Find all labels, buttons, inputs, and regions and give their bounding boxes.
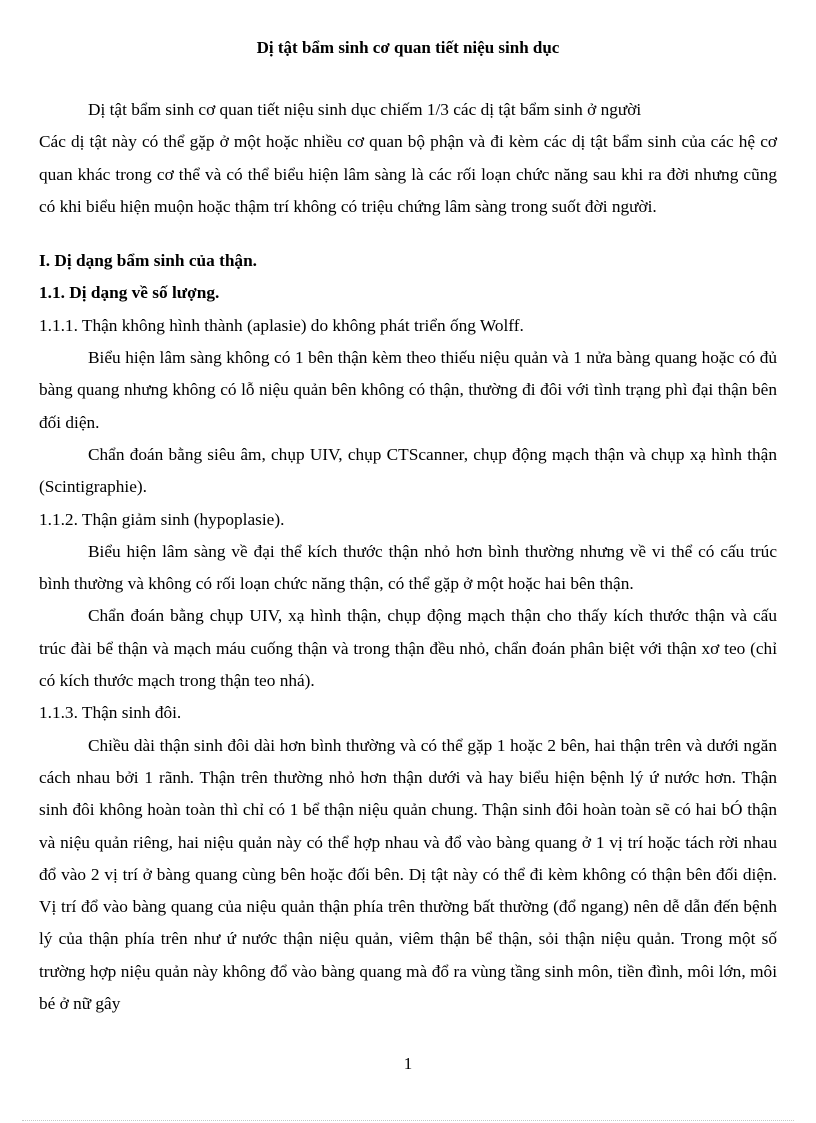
document-title: Dị tật bẩm sinh cơ quan tiết niệu sinh dục	[256, 38, 560, 57]
paragraph-1-1-3-a: Chiều dài thận sinh đôi dài hơn bình thường và có thể gặp 1 hoặc 2 bên, hai thận trên và dưới ngăn cách nhau bởi 1 rãnh. Thận trên thường nhỏ hơn thận dưới và hay biểu hiện bệnh lý ứ nước hơn. Thận sinh đôi không hoàn toàn thì chỉ có 1 bể thận niệu quản chung. Thận sinh đôi hoàn toàn sẽ có hai bÓ thận và niệu quản riêng, hai niệu quản này có thể hợp nhau và đổ vào bàng quang ở 1 vị trí hoặc tách rời nhau đổ vào 2 vị trí ở bàng quang cùng bên hoặc đối bên. Dị tật này có thể đi kèm không có thận bên đối diện. Vị trí đổ vào bàng quang của niệu quản thận phía trên thường bất thường (đổ ngang) nên dễ dẫn đến bệnh lý của thận phía trên như ứ nước thận niệu quản, viêm thận bể thận, sỏi thận niệu quản. Trong một số trường hợp niệu quản này không đổ vào bàng quang mà đổ ra vùng tầng sinh môn, tiền đình, môi lớn, môi bé ở nữ gây	[39, 735, 777, 1014]
paragraph-1-1-2-b: Chẩn đoán bằng chụp UIV, xạ hình thận, chụp động mạch thận cho thấy kích thước thận và cấu trúc đài bể thận và mạch máu cuống thận và trong thận đều nhỏ, chẩn đoán phân biệt với thận xơ teo (chỉ có kích thước mạch trong thận teo nhá).	[39, 606, 777, 691]
page-bottom-border	[22, 1120, 794, 1121]
document-body	[39, 94, 777, 1020]
subsection-heading-1-1-2: 1.1.2. Thận giảm sinh (hypoplasie).	[39, 509, 285, 529]
subsection-heading-1-1-1: 1.1.1. Thận không hình thành (aplasie) do không phát triển ống Wolff.	[39, 315, 524, 335]
section-heading-1-1: 1.1. Dị dạng về số lượng.	[39, 283, 220, 303]
section-heading-1: I. Dị dạng bẩm sinh của thận.	[39, 251, 258, 271]
paragraph-1-1-1-b: Chẩn đoán bằng siêu âm, chụp UIV, chụp CTScanner, chụp động mạch thận và chụp xạ hình thận (Scintigraphie).	[39, 444, 777, 497]
paragraph-gap	[39, 223, 777, 245]
intro-first-line: Dị tật bẩm sinh cơ quan tiết niệu sinh dục chiếm 1/3 các dị tật bẩm sinh ở người	[88, 100, 642, 119]
page-number: 1	[403, 1054, 413, 1073]
subsection-heading-1-1-3: 1.1.3. Thận sinh đôi.	[39, 703, 182, 723]
paragraph-1-1-1-a: Biểu hiện lâm sàng không có 1 bên thận kèm theo thiếu niệu quản và 1 nửa bàng quang hoặc có đủ bàng quang nhưng không có lỗ niệu quản bên không có thận, thường đi đôi với tình trạng phì đại thận bên đối diện.	[39, 348, 777, 432]
paragraph-1-1-2-a: Biểu hiện lâm sàng về đại thể kích thước thận nhỏ hơn bình thường nhưng về vi thể có cấu trúc bình thường và không có rối loạn chức năng thận, có thể gặp ở một hoặc hai bên thận.	[39, 541, 777, 594]
intro-paragraph: Các dị tật này có thể gặp ở một hoặc nhiều cơ quan bộ phận và đi kèm các dị tật bẩm sinh của các hệ cơ quan khác trong cơ thể và có thể biểu hiện lâm sàng là các rối loạn chức năng sau khi ra đời nhưng cũng có khi biểu hiện muộn hoặc thậm trí không có triệu chứng lâm sàng trong suốt đời người.	[39, 132, 777, 216]
